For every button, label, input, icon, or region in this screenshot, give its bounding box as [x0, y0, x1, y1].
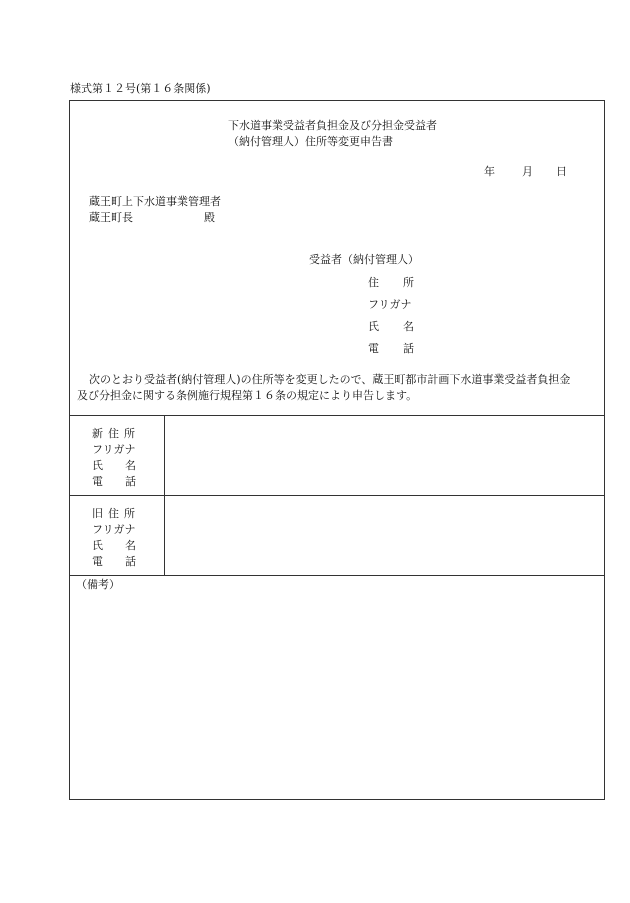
new-name-label	[92, 459, 136, 473]
new-name-char-1: 氏	[92, 459, 103, 472]
applicant-name-char-1: 氏	[368, 320, 379, 333]
applicant-address-label	[368, 276, 414, 290]
addressee-line-1: 蔵王町上下水道事業管理者	[89, 195, 221, 208]
old-furigana-label: フリガナ	[92, 523, 136, 536]
old-phone-char-2: 話	[125, 555, 136, 568]
old-phone-char-1: 電	[92, 555, 103, 568]
date-day-label: 日	[556, 165, 567, 178]
old-address-char-3: 所	[124, 507, 135, 520]
applicant-heading: 受益者（納付管理人）	[309, 253, 419, 266]
new-furigana-label: フリガナ	[92, 443, 136, 456]
applicant-furigana-label: フリガナ	[368, 298, 412, 311]
remarks-label: （備考）	[76, 578, 120, 591]
form-number-label: 様式第１２号(第１６条関係)	[70, 82, 211, 95]
statement-line-2: 及び分担金に関する条例施行規程第１６条の規定により申告します。	[77, 389, 418, 402]
new-phone-char-1: 電	[92, 475, 103, 488]
applicant-name-label	[368, 320, 414, 334]
old-name-label	[92, 539, 136, 553]
old-name-char-2: 名	[125, 539, 136, 552]
table-column-divider	[164, 415, 165, 575]
new-name-char-2: 名	[125, 459, 136, 472]
old-name-char-1: 氏	[92, 539, 103, 552]
old-address-label	[92, 507, 135, 521]
old-address-char-1: 旧	[92, 507, 103, 520]
title-line-1: 下水道事業受益者負担金及び分担金受益者	[228, 119, 437, 132]
new-section-top-rule	[70, 415, 604, 416]
remarks-top-rule	[70, 575, 604, 576]
statement-line-1: 次のとおり受益者(納付管理人)の住所等を変更したので、蔵王町都市計画下水道事業受益者負担金	[89, 373, 571, 386]
addressee-line-2: 蔵王町長	[89, 211, 133, 224]
new-phone-char-2: 話	[125, 475, 136, 488]
title-line-2: （納付管理人）住所等変更申告書	[228, 135, 393, 148]
new-address-char-3: 所	[124, 427, 135, 440]
date-year-label: 年	[484, 165, 495, 178]
new-address-label	[92, 427, 135, 441]
applicant-address-char-1: 住	[368, 276, 379, 289]
new-phone-label	[92, 475, 136, 489]
new-address-char-1: 新	[92, 427, 103, 440]
addressee-honorific: 殿	[204, 211, 215, 224]
applicant-phone-char-1: 電	[368, 342, 379, 355]
form-frame	[69, 100, 605, 800]
applicant-phone-char-2: 話	[403, 342, 414, 355]
old-address-char-2: 住	[108, 507, 119, 520]
date-month-label: 月	[522, 165, 533, 178]
old-phone-label	[92, 555, 136, 569]
applicant-name-char-2: 名	[403, 320, 414, 333]
applicant-phone-label	[368, 342, 414, 356]
new-address-char-2: 住	[108, 427, 119, 440]
applicant-address-char-2: 所	[403, 276, 414, 289]
old-section-top-rule	[70, 495, 604, 496]
